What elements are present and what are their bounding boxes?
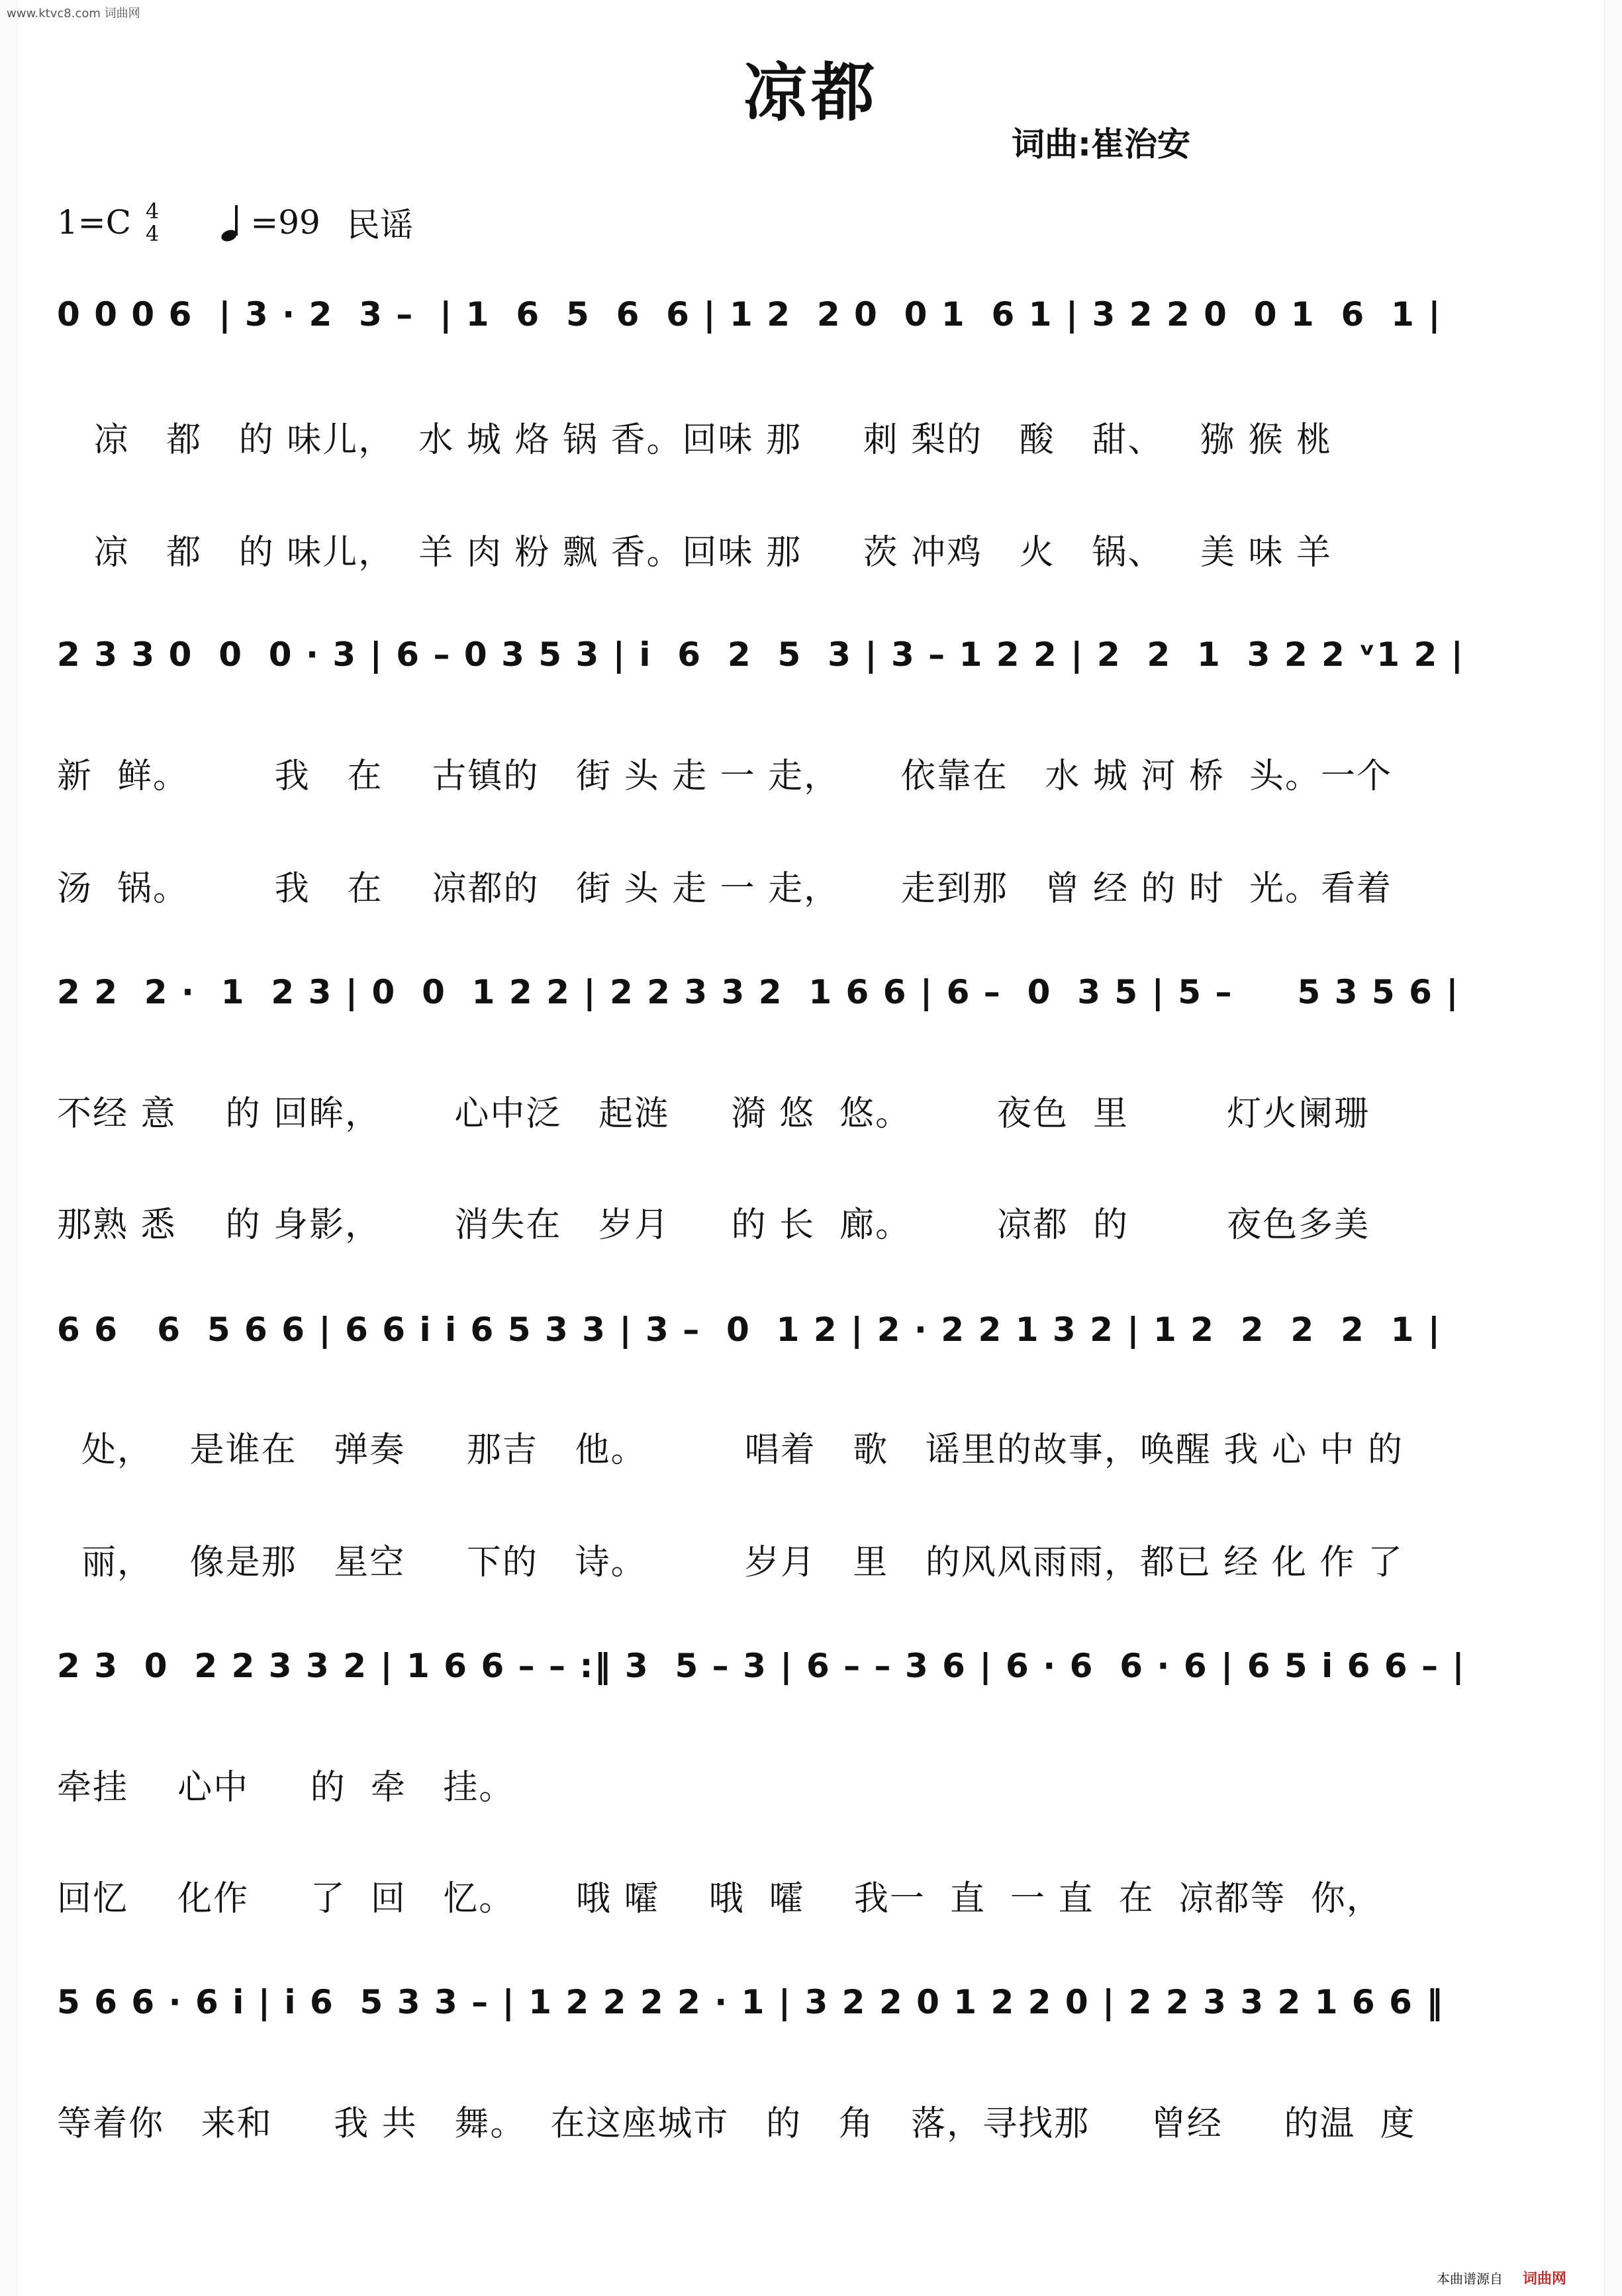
notation-line-3: 2 2 2 · 1 2 3 | 0 0 1 2 2 | 2 2 3 3 2 1 6 6 | 6 – 0 3 5 | 5 – 5 3 5 6 | — [57, 973, 1460, 1011]
lyric-line-2-verse-1: 新 鲜。 我 在 古镇的 街 头 走 一 走， 依靠在 水 城 河 桥 头。一个 — [57, 757, 1393, 796]
right-margin-strip — [1604, 0, 1622, 2296]
key-tempo-line — [57, 199, 413, 246]
time-signature — [146, 200, 159, 245]
footer-source — [1437, 2268, 1566, 2288]
site-watermark: www.ktvc8.com 词曲网 — [7, 7, 140, 21]
lyric-line-4-verse-2: 丽， 像是那 星空 下的 诗。 岁月 里 的风风雨雨，都已 经 化 作 了 — [57, 1543, 1404, 1583]
footer-logo[interactable]: 词曲网 — [1523, 2271, 1567, 2287]
lyric-line-4-verse-1: 处， 是谁在 弹奏 那吉 他。 唱着 歌 谣里的故事，唤醒 我 心 中 的 — [57, 1430, 1404, 1470]
notation-line-5: 2 3 0 2 2 3 3 2 | 1 6 6 – – :‖ 3 5 – 3 | 6 – – 3 6 | 6 · 6 6 · 6 | 6 5 i 6 6 – | — [57, 1647, 1466, 1685]
footer-source-text: 本曲谱源自 — [1437, 2271, 1503, 2287]
left-margin-strip — [0, 0, 18, 2296]
tempo-value: =99 — [250, 203, 320, 242]
lyric-line-5-verse-2: 回忆 化作 了 回 忆。 哦 嚯 哦 嚯 我一 直 一 直 在 凉都等 你， — [57, 1879, 1382, 1919]
lyricist-composer-credit: 词曲:崔治安 — [1012, 125, 1190, 163]
lyric-line-1-verse-1: 凉 都 的 味儿， 水 城 烙 锅 香。回味 那 刺 梨的 酸 甜、 猕 猴 桃 — [57, 420, 1332, 460]
song-title: 凉都 — [743, 56, 879, 130]
key-signature: 1=C — [57, 203, 131, 242]
lyric-line-1-verse-2: 凉 都 的 味儿， 羊 肉 粉 飘 香。回味 那 茨 冲鸡 火 锅、 美 味 羊 — [57, 533, 1332, 573]
notation-line-6: 5 6 6 · 6 i | i 6 5 3 3 – | 1 2 2 2 2 · 1 | 3 2 2 0 1 2 2 0 | 2 2 3 3 2 1 6 6 ‖ — [57, 1983, 1445, 2021]
lyric-line-2-verse-2: 汤 锅。 我 在 凉都的 街 头 走 一 走， 走到那 曾 经 的 时 光。看着 — [57, 869, 1393, 909]
quarter-note-icon — [218, 201, 248, 244]
lyric-line-3-verse-1: 不经 意 的 回眸， 心中泛 起涟 漪 悠 悠。 夜色 里 灯火阑珊 — [57, 1094, 1370, 1134]
lyric-line-6-verse-1: 等着你 来和 我 共 舞。 在这座城市 的 角 落，寻找那 曾经 的温 度 — [57, 2104, 1416, 2144]
notation-line-4: 6 6 6 5 6 6 | 6 6 i i 6 5 3 3 | 3 – 0 1 2 | 2 · 2 2 1 3 2 | 1 2 2 2 2 1 | — [57, 1310, 1442, 1349]
lyric-line-3-verse-2: 那熟 悉 的 身影， 消失在 岁月 的 长 廊。 凉都 的 夜色多美 — [57, 1205, 1370, 1245]
notation-line-2: 2 3 3 0 0 0 · 3 | 6 – 0 3 5 3 | i 6 2 5 3 | 3 – 1 2 2 | 2 2 1 3 2 2 ᵛ1 2 | — [57, 635, 1464, 674]
time-signature-top: 4 — [145, 199, 160, 224]
genre-label: 民谣 — [346, 206, 413, 244]
time-signature-bottom: 4 — [145, 221, 160, 246]
lyric-line-5-verse-1: 牵挂 心中 的 牵 挂。 — [57, 1768, 515, 1808]
notation-line-1: 0 0 0 6 | 3 · 2 3 – | 1 6 5 6 6 | 1 2 2 0 0 1 6 1 | 3 2 2 0 0 1 6 1 | — [57, 295, 1442, 334]
